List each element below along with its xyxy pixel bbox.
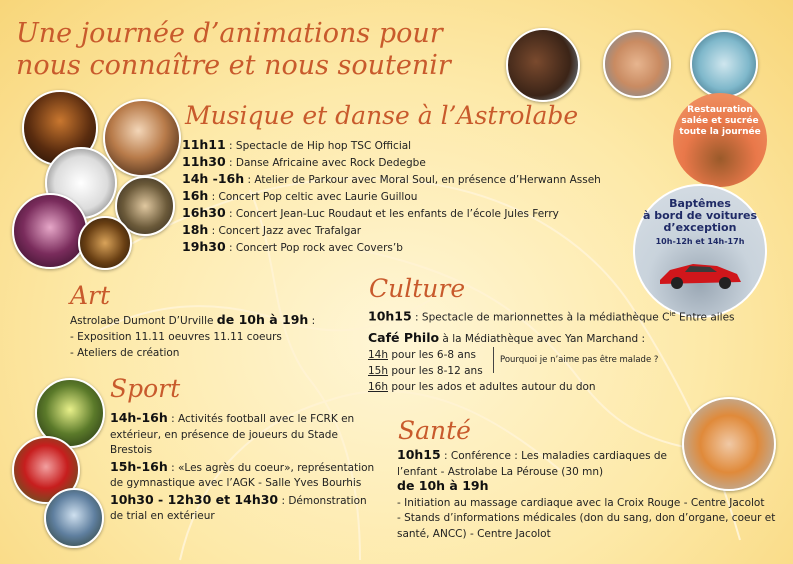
title-line-1: Une journée d’animations pour — [16, 18, 443, 49]
restauration-line-3: toute la journée — [679, 127, 761, 137]
culture-age-item: 14h pour les 6-8 ans — [368, 348, 476, 361]
sante-hours: de 10h à 19h — [397, 478, 489, 493]
guitar-photo — [78, 216, 132, 270]
culture-age-item: 15h pour les 8-12 ans — [368, 364, 483, 377]
red-car-icon — [655, 252, 745, 292]
female-singer-photo — [12, 193, 88, 269]
culture-marionnettes: 10h15 : Spectacle de marionnettes à la médiathèque $C^{ie}$ Entre ailes — [368, 308, 735, 324]
sante-heading: Santé — [398, 416, 471, 445]
baptemes-line-1: Baptêmes — [669, 197, 731, 210]
art-item: - Exposition 11.11 oeuvres 11.11 coeurs — [70, 331, 282, 343]
musique-item: 11h30 : Danse Africaine avec Rock Dedegbe — [182, 154, 426, 169]
title-line-2: nous connaître et nous soutenir — [16, 50, 451, 81]
sante-block — [397, 478, 785, 542]
baptemes-hours: 10h-12h et 14h-17h — [655, 237, 745, 246]
baptemes-line-3: d’exception — [663, 221, 737, 234]
restauration-line-1: Restauration — [687, 105, 753, 115]
trial-photo — [44, 488, 104, 548]
musique-item: 18h : Concert Jazz avec Trafalgar — [182, 222, 362, 237]
sport-item: 10h30 - 12h30 et 14h30 : Démonstration de trial en extérieur — [110, 491, 367, 522]
musique-item: 11h11 : Spectacle de Hip hop TSC Official — [182, 137, 412, 152]
musique-item: 16h : Concert Pop celtic avec Laurie Guillou — [182, 188, 418, 203]
sante-conference: 10h15 : Conférence : Les maladies cardiaques de l’enfant - Astrolabe La Pérouse (30 mn) — [397, 447, 667, 478]
sport-heading: Sport — [110, 374, 181, 403]
first-aid-photo — [682, 397, 776, 491]
sport-item: 14h-16h : Activités football avec le FCRK en extérieur, en présence de joueurs du Stade Brestois — [110, 410, 355, 456]
art-item: - Ateliers de création — [70, 347, 180, 359]
philo-question: Pourquoi je n’aime pas être malade ? — [493, 347, 658, 373]
musique-list — [182, 137, 601, 256]
art-block — [70, 312, 360, 361]
musique-item: 16h30 : Concert Jean-Luc Roudaut et les enfants de l’école Jules Ferry — [182, 205, 559, 220]
family-photo — [506, 28, 580, 102]
sante-item: - Initiation au massage cardiaque avec la Croix Rouge - Centre Jacolot — [397, 496, 765, 509]
musique-item: 14h -16h : Atelier de Parkour avec Moral Soul, en présence d’Herwann Asseh — [182, 171, 601, 186]
baptemes-line-2: à bord de voitures — [643, 209, 757, 222]
singer-photo — [103, 99, 181, 177]
surgery-photo — [690, 30, 758, 98]
restauration-badge — [673, 93, 767, 187]
art-heading: Art — [70, 281, 111, 310]
sante-item: - Stands d’informations médicales (don du sang, don d’organe, coeur et santé, ANCC) - Centre Jacolot — [397, 512, 776, 540]
sport-item: 15h-16h : «Les agrès du coeur», représentation de gymnastique avec l’AGK - Salle Yves Bourhis — [110, 458, 375, 489]
baptemes-badge — [633, 184, 767, 318]
culture-heading: Culture — [369, 274, 466, 303]
hands-photo — [603, 30, 671, 98]
sport-block — [110, 410, 375, 525]
musique-item: 19h30 : Concert Pop rock avec Covers’b — [182, 239, 403, 254]
musique-heading: Musique et danse à l’Astrolabe — [185, 101, 579, 130]
art-place-line: Astrolabe Dumont D’Urville de 10h à 19h : — [70, 312, 316, 327]
cafe-philo-line: Café Philo à la Médiathèque avec Yan Marchand : — [368, 329, 646, 345]
culture-age-item: 16h pour les ados et adultes autour du don — [368, 380, 596, 393]
restauration-line-2: salée et sucrée — [681, 116, 759, 126]
